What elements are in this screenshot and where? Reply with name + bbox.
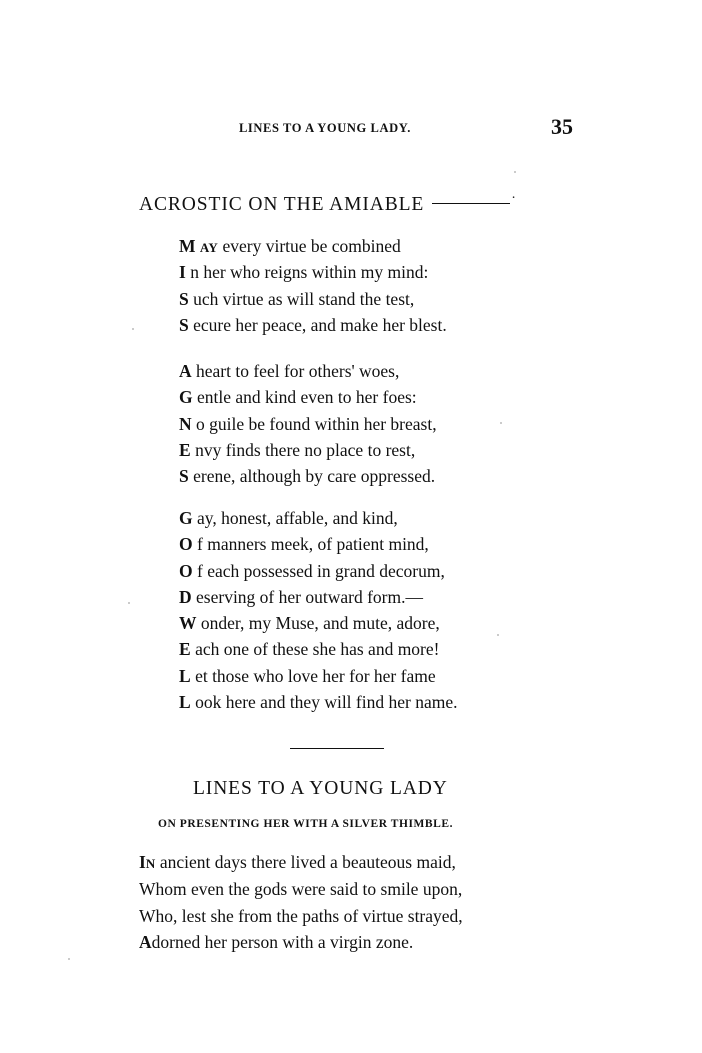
poem-line: [179, 505, 457, 531]
line-text: every virtue be combined: [218, 236, 401, 256]
poem-line: [179, 663, 457, 689]
line-text: ecure her peace, and make her blest.: [188, 314, 447, 335]
poem-line: [179, 259, 447, 285]
title-dash: [432, 203, 510, 204]
acrostic-initial: O: [179, 560, 193, 581]
line-text: erene, although by care oppressed.: [188, 466, 436, 487]
acrostic-initial: S: [179, 288, 189, 309]
poem-line: [179, 584, 457, 610]
poem-line: [179, 233, 447, 259]
lines-stanza-1: [139, 849, 463, 956]
poem-line: [179, 610, 457, 636]
line-text: nvy finds there no place to rest,: [190, 439, 416, 460]
scan-speck: [500, 422, 502, 424]
acrostic-initial: M: [179, 236, 196, 256]
poem-line: [139, 876, 463, 903]
drop-initial: I: [139, 852, 146, 872]
line-text: Who, lest she from the paths of virtue strayed,: [139, 905, 463, 926]
line-text: et those who love her for her fame: [190, 665, 436, 686]
poem-line: [139, 849, 463, 876]
acrostic-initial: G: [179, 508, 193, 528]
poem-line: [179, 463, 437, 489]
smallcaps-word: AY: [199, 240, 219, 255]
line-text: uch virtue as will stand the test,: [188, 288, 415, 309]
poem-title-text: ACROSTIC ON THE AMIABLE: [139, 194, 425, 215]
acrostic-initial: W: [179, 613, 197, 634]
page-number: 35: [551, 114, 573, 139]
poem-title-acrostic: [139, 191, 517, 216]
poem-line: [179, 689, 457, 715]
line-text: o guile be found within her breast,: [191, 413, 437, 434]
section-divider: [290, 748, 384, 749]
acrostic-initial: S: [179, 314, 189, 335]
poem-line: [179, 558, 457, 584]
title-dot: ·: [511, 191, 517, 206]
scan-speck: [68, 958, 70, 960]
line-text: ay, honest, affable, and kind,: [192, 508, 398, 528]
acrostic-initial: L: [179, 665, 191, 686]
poem-title-lines: LINES TO A YOUNG LADY: [193, 778, 448, 799]
poem-line: [179, 312, 447, 338]
acrostic-initial: D: [179, 586, 192, 607]
scan-speck: [497, 634, 499, 636]
poem-line: [179, 358, 437, 384]
smallcaps-word: N: [145, 856, 156, 871]
poem-line: [179, 636, 457, 662]
poem-subtitle: ON PRESENTING HER WITH A SILVER THIMBLE.: [158, 818, 453, 830]
acrostic-initial: A: [179, 361, 192, 381]
acrostic-initial: E: [179, 439, 191, 460]
acrostic-initial: E: [179, 639, 191, 660]
acrostic-initial: O: [179, 534, 193, 555]
scan-speck: [132, 328, 134, 330]
scan-speck: [128, 602, 130, 604]
acrostic-stanza-3: [179, 505, 457, 715]
poem-line: [179, 384, 437, 410]
poem-line: [139, 929, 463, 956]
drop-initial: A: [139, 932, 152, 953]
scan-speck: [514, 171, 516, 173]
line-text: dorned her person with a virgin zone.: [151, 932, 414, 953]
line-text: ach one of these she has and more!: [190, 639, 440, 660]
line-text: onder, my Muse, and mute, adore,: [196, 613, 440, 634]
poem-line: [179, 286, 447, 312]
acrostic-initial: L: [179, 692, 191, 713]
running-head: LINES TO A YOUNG LADY.: [239, 121, 411, 135]
acrostic-initial: I: [179, 262, 186, 283]
acrostic-initial: S: [179, 466, 189, 487]
line-text: ook here and they will find her name.: [190, 692, 458, 713]
line-text: f manners meek, of patient mind,: [192, 534, 429, 555]
line-text: f each possessed in grand decorum,: [192, 560, 445, 581]
acrostic-stanza-2: [179, 358, 437, 489]
poem-line: [179, 531, 457, 557]
line-text: n her who reigns within my mind:: [185, 262, 429, 283]
line-text: Whom even the gods were said to smile upon,: [139, 878, 463, 899]
line-text: heart to feel for others' woes,: [191, 361, 400, 381]
acrostic-initial: N: [179, 413, 192, 434]
line-text: eserving of her outward form.—: [191, 586, 423, 607]
acrostic-initial: G: [179, 387, 193, 408]
line-text: ancient days there lived a beauteous maid,: [155, 852, 456, 872]
acrostic-stanza-1: [179, 233, 447, 338]
poem-line: [139, 903, 463, 930]
line-text: entle and kind even to her foes:: [192, 387, 417, 408]
poem-line: [179, 411, 437, 437]
poem-line: [179, 437, 437, 463]
